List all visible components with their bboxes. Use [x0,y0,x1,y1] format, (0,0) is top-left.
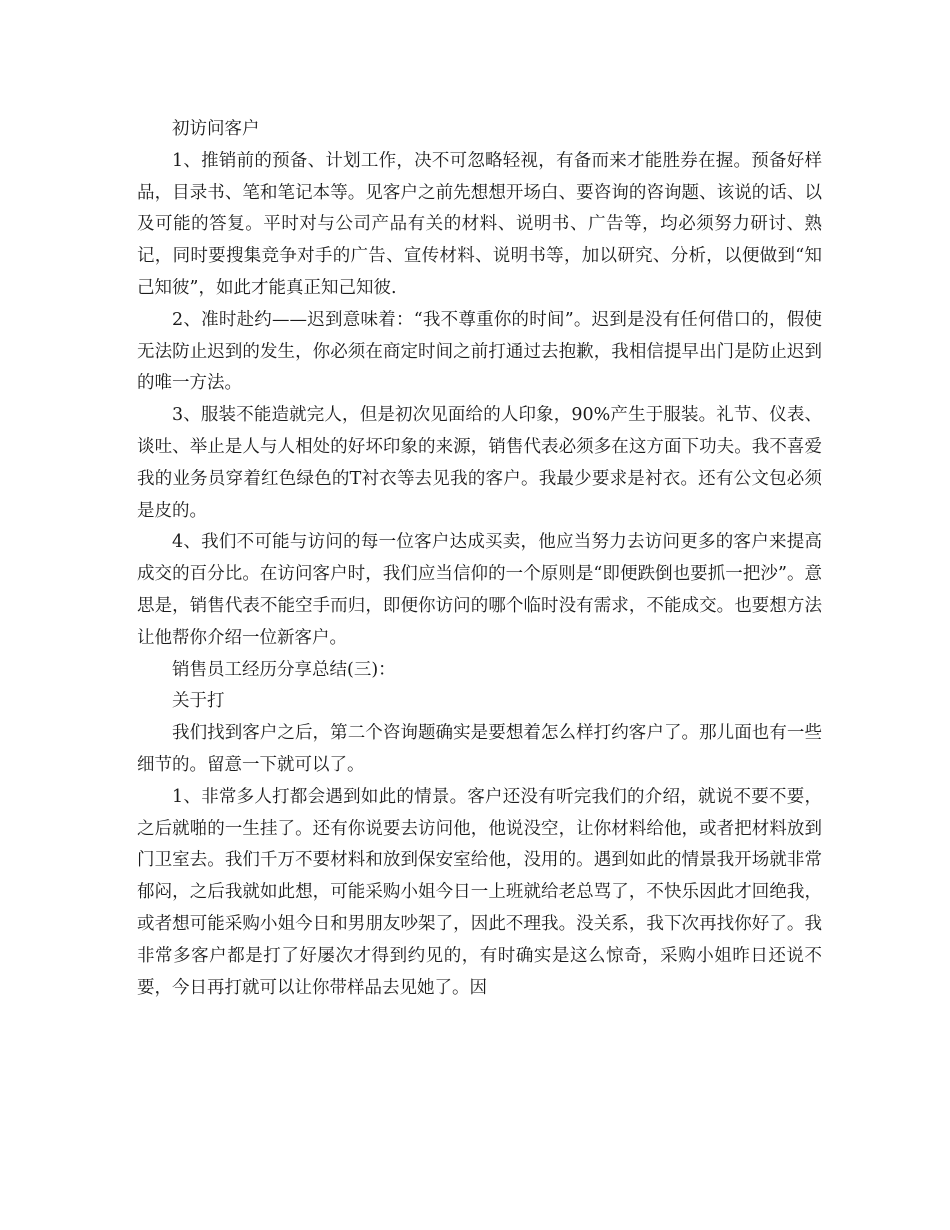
paragraph-punctuality: 2、准时赴约——迟到意味着：“我不尊重你的时间”。迟到是没有任何借口的，假使无法防止迟到的发生，你必须在商定时间之前打通过去抱歉，我相信提早出门是防止迟到的唯一方法。 [137,309,822,394]
section-heading-summary-three: 销售员工经历分享总结(三)： [172,659,396,680]
section-heading-first-visit: 初访问客户 [172,119,260,139]
document-body [137,114,822,1004]
paragraph-rejection-scenarios: 1、非常多人打都会遇到如此的情景。客户还没有听完我们的介绍，就说不要不要，之后就啪的一生挂了。还有你说要去访问他，他说没空，让你材料给他，或者把材料放到门卫室去。我们千万不要材料和放到保安室给他，没用的。遇到如此的情景我开场就非常郁闷，之后我就如此想，可能采购小姐今日一上班就给老总骂了，不快乐因此才回绝我，或者想可能采购小姐今日和男朋友吵架了，因此不理我。没关系，我下次再找你好了。我非常多客户都是打了好屡次才得到约见的，有时确实是这么惊奇，采购小姐昨日还说不要，今日再打就可以让你带样品去见她了。因 [137,786,822,998]
paragraph-attire: 3、服装不能造就完人，但是初次见面给的人印象，90%产生于服装。礼节、仪表、谈吐、举止是人与人相处的好坏印象的来源，销售代表必须多在这方面下功夫。我不喜爱我的业务员穿着红色绿色的T衬衣等去见我的客户。我最少要求是衬衣。还有公文包必须是皮的。 [137,405,822,521]
paragraph-after-finding-clients: 我们找到客户之后，第二个咨询题确实是要想着怎么样打约客户了。那儿面也有一些细节的。留意一下就可以了。 [137,723,822,775]
section-heading-calling: 关于打 [172,691,225,712]
paragraph-more-visits: 4、我们不可能与访问的每一位客户达成买卖，他应当努力去访问更多的客户来提高成交的百分比。在访问客户时，我们应当信仰的一个原则是“即便跌倒也要抓一把沙”。意思是，销售代表不能空手而归，即便你访问的哪个临时没有需求，不能成交。也要想方法让他帮你介绍一位新客户。 [137,532,822,648]
paragraph-preparation: 1、推销前的预备、计划工作，决不可忽略轻视，有备而来才能胜券在握。预备好样品，目录书、笔和笔记本等。见客户之前先想想开场白、要咨询的咨询题、该说的话、以及可能的答复。平时对与公司产品有关的材料、说明书、广告等，均必须努力研讨、熟记，同时要搜集竞争对手的广告、宣传材料、说明书等，加以研究、分析，以便做到“知己知彼”，如此才能真正知己知彼. [137,150,822,298]
